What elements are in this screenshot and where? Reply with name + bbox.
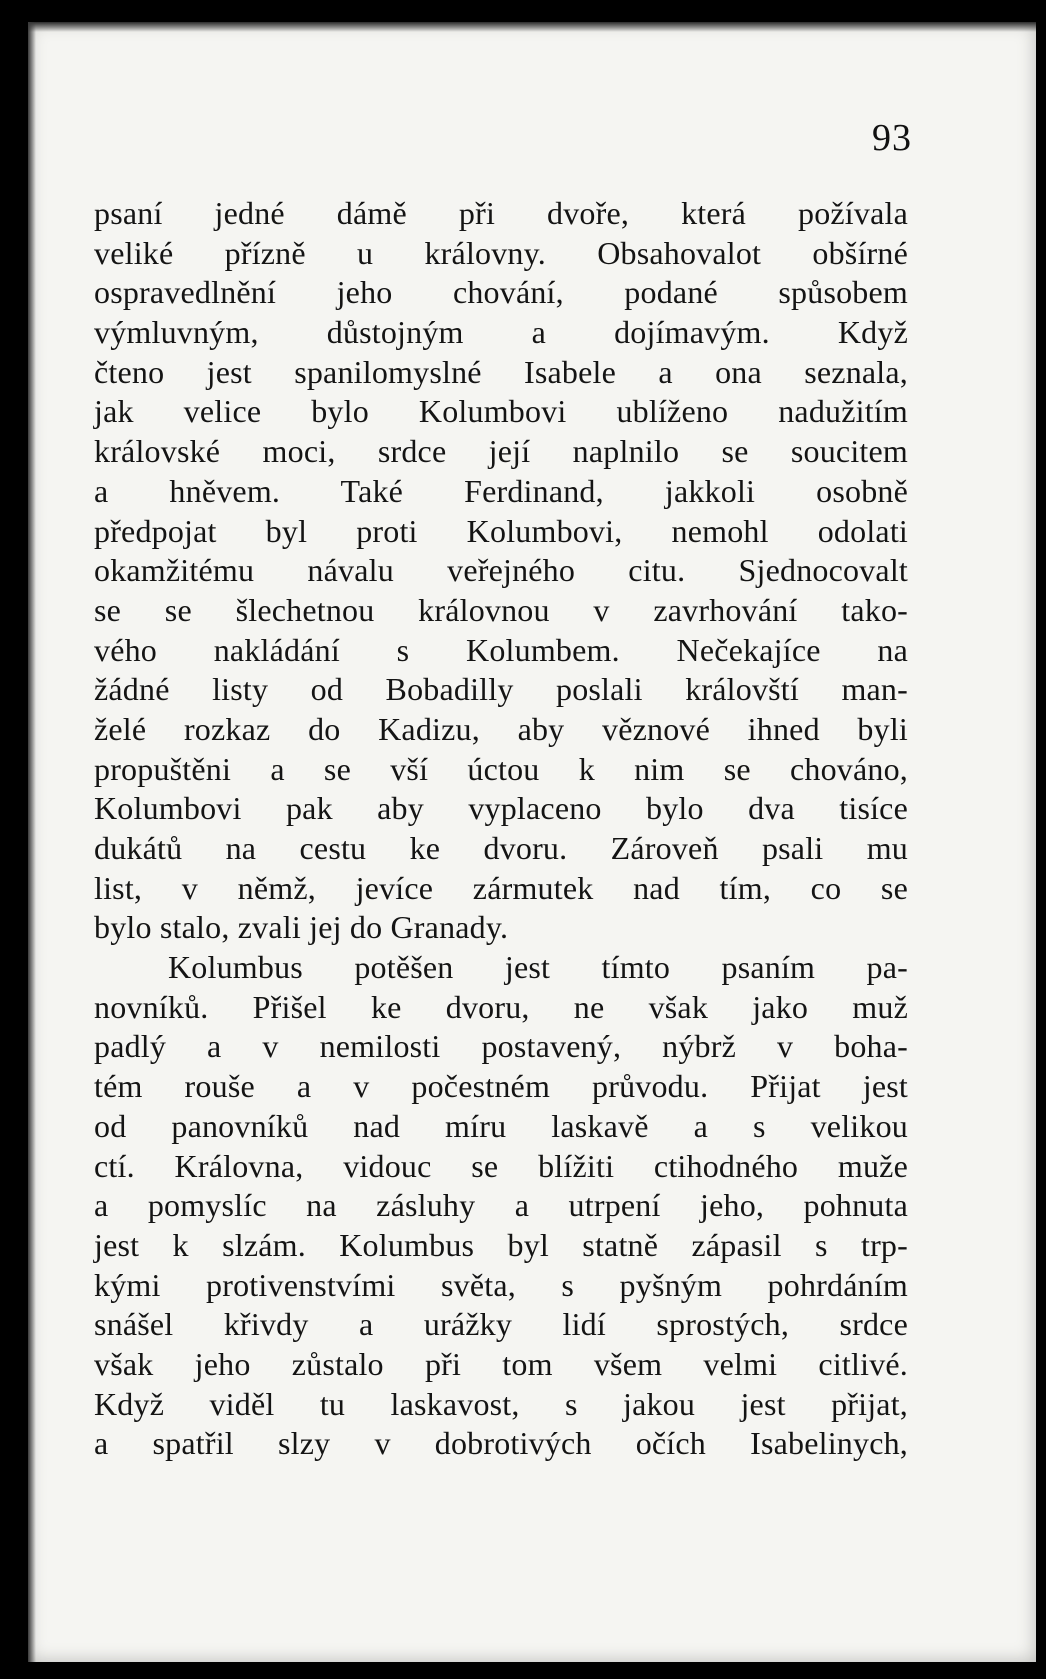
text-line: Kolumbovi pak aby vyplaceno bylo dva tisíce [94,790,908,827]
text-line: předpojat byl proti Kolumbovi, nemohl odolati [94,512,908,549]
text-line: novníků. Přišel ke dvoru, ne však jako muž [94,988,908,1025]
text-line: čteno jest spanilomyslné Isabele a ona seznala, [94,353,908,390]
text-line: ctí. Královna, vidouc se blížiti ctihodného muže [94,1147,908,1184]
text-line: propuštěni a se vší úctou k nim se chováno, [94,750,908,787]
body-text [94,194,908,1464]
text-line: a hněvem. Také Ferdinand, jakkoli osobně [94,472,908,509]
text-line: ospravedlnění jeho chování, podané spůsobem [94,274,908,311]
text-line: žádné listy od Bobadilly poslali královští man- [94,671,908,708]
text-line: bylo stalo, zvali jej do Granady. [94,909,509,946]
text-line: jest k slzám. Kolumbus byl statně zápasil s trp- [94,1226,908,1263]
text-line: snášel křivdy a urážky lidí sprostých, srdce [94,1306,908,1343]
text-line: veliké přízně u královny. Obsahovalot obšírné [94,234,908,271]
text-line: list, v němž, jevíce zármutek nad tím, co se [94,869,908,906]
text-line: psaní jedné dámě při dvoře, která požívala [94,195,908,231]
text-line: tém rouše a v počestném průvodu. Přijat jest [94,1068,908,1105]
text-line: výmluvným, důstojným a dojímavým. Když [94,314,908,351]
text-line: okamžitému návalu veřejného citu. Sjednocovalt [94,552,908,589]
text-line: však jeho zůstalo při tom všem velmi citlivé. [94,1345,908,1382]
text-line: a spatřil slzy v dobrotivých očích Isabelinych, [94,1425,908,1462]
text-line: želé rozkaz do Kadizu, aby věznové ihned byli [94,710,908,747]
text-line: padlý a v nemilosti postavený, nýbrž v boha- [94,1028,908,1065]
text-line: jak velice bylo Kolumbovi ublíženo nadužitím [94,393,908,430]
text-line: Kolumbus potěšen jest tímto psaním pa- [168,949,908,986]
page-left-shadow [28,22,36,1662]
text-line: Když viděl tu laskavost, s jakou jest přijat, [94,1385,908,1422]
text-line: a pomyslíc na zásluhy a utrpení jeho, pohnuta [94,1187,908,1224]
text-line: kými protivenstvími světa, s pyšným pohrdáním [94,1266,908,1303]
page-number: 93 [872,117,912,159]
text-line: královské moci, srdce její naplnilo se soucitem [94,433,908,470]
book-page [28,22,1036,1662]
text-line: dukátů na cestu ke dvoru. Zároveň psali mu [94,830,908,866]
page-top-shadow [28,22,1036,32]
text-line: od panovníků nad míru laskavě a s velikou [94,1107,908,1144]
text-line: se se šlechetnou královnou v zavrhování tako- [94,591,908,628]
text-line: vého nakládání s Kolumbem. Nečekajíce na [94,631,908,668]
